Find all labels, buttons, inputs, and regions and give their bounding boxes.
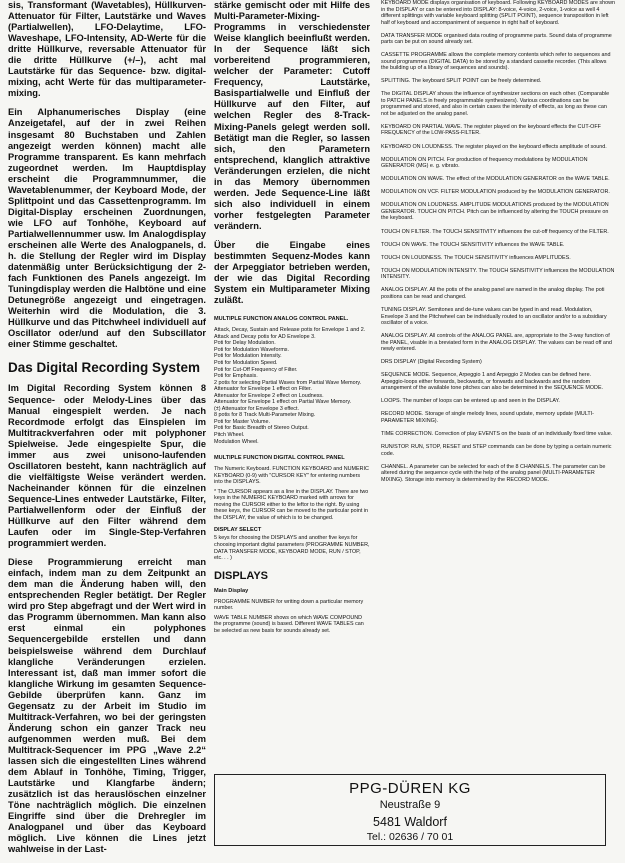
- list-item: Poti for Emphasis.: [214, 373, 258, 380]
- displays-heading: DISPLAYS: [214, 569, 269, 582]
- address-box: [214, 774, 606, 846]
- company-name: PPG-DÜREN KG: [349, 780, 471, 797]
- right-paragraph: LOOPS. The number of loops can be entered up and seen in the DISPLAY.: [381, 398, 560, 405]
- display-select-heading: DISPLAY SELECT: [214, 527, 262, 534]
- right-paragraph: RECORD MODE. Storage of single melody lines, sound update, memory update (MULTI-PARAMETER MIXING).: [381, 411, 594, 424]
- list-item: Attenuator for Envelope 1 effect on Partial Wave Memory.: [214, 399, 352, 406]
- right-paragraph: TUNING DISPLAY. Semitones and de-tune values can be typed in and read. Modulation, Envelope 3 and the Pitchwheel can be individually routed to an oscillator and/or to a subsidiary oscillator of a voice.: [381, 307, 607, 326]
- right-paragraph: MODULATION ON LOUDNESS. AMPLITUDE MODULATIONS produced by the MODULATION GENERATOR. TOUCH ON PITCH. Pitch can be influenced by altering the TOUCH pressure on the keyboard.: [381, 202, 609, 222]
- right-paragraph: KEYBOARD MODE displays organisation of keyboard. Following KEYBOARD MODES are shown in the DISPLAY or can be entered into DISPLAY: 8-voice, 4-voice, 2-voice, 1-voice as well 4 different splittings with variable keyboard splitting (SPLIT POINT), sequence transposition in left half of keyboard and accompaniment of sequence in right half of keyboard.: [381, 0, 615, 26]
- main-display-text-1: PROGRAMME NUMBER for writing down a particular memory number.: [214, 598, 364, 612]
- list-item: (±) Attenuator for Envelope 3 effect.: [214, 405, 299, 412]
- right-paragraph: ANALOG DISPLAY. All controls of the ANALOG PANEL are, appropriate to the 3-way function of the PANEL, visable in a breviated form in the ANALOG DISPLAY. The values can be read off and newly entered.: [381, 333, 612, 353]
- right-paragraph: ANALOG DISPLAY. All the potis of the analog panel are named in the analog display. The poti positions can be read and changed.: [381, 287, 605, 300]
- list-item: Poti for Master Volume.: [214, 418, 271, 425]
- phone-number: Tel.: 02636 / 70 01: [366, 831, 454, 843]
- right-paragraph: The DIGITAL DISPLAY shows the influence of synthesizer sections on each other. (Comparable to PATCH PANELS in freely programmable synthesizers). Various coordinations can be programmed and stored, and also in certain cases the intensity of effects, as long as these can not be adjusted on the analog panel.: [381, 91, 610, 117]
- right-paragraph: TOUCH ON FILTER. The TOUCH SENSITIVITY influences the cut-off frequency of the FILTER.: [381, 228, 609, 235]
- street-address: Neustraße 9: [379, 799, 441, 811]
- list-item: 8 potis for 8 Track Multi-Parameter Mixing.: [214, 412, 316, 419]
- display-paragraph: Ein Alphanumerisches Display (eine Anzeigetafel, auf der in zwei Reihen insgesamt 80 Buchstaben und Zahlen angezeigt werden können) macht alle Programme transparent. Es kann mehrfach zugeordnet werden. Im Hauptdisplay erscheint die Programmnummer, die Wavetablenummer, der Keyboard Mode, der Splittpoint und das Cassettenprogramm. Im Digital-Display erscheinen Zuordnungen, wie LFO auf Tonhöhe, Keyboard auf Partialwellennummer usw. Im Analogdisplay erscheinen alle Werte des Analogpanels, d. h. die Stellung der Regler wird im Display datenmäßig unter Berücksichtigung der 2-fach Funktionen des Panels angezeigt. Im Tuningdisplay werden die Halbtöne und eine Detunegröße angezeigt und eingetragen. Weiterhin wird die Modulation, die 3. Hüllkurve und das Pitchwheel individuell auf Oscillator oder/und auf den Subscillator einer Stimme geschaltet.: [8, 107, 206, 350]
- display-select-text: 5 keys for choosing the DISPLAYS and another five keys for choosing important digital parameters (PROGRAMME NUMBER, DATA TRANSFER MODE, KEYBOARD MODE, RUN / STOP, etc. . . ): [214, 535, 370, 562]
- analog-panel-heading: MULTIPLE FUNCTION ANALOG CONTROL PANEL.: [214, 316, 349, 323]
- list-item: Modulation Wheel.: [214, 438, 259, 445]
- analog-panel-list: [214, 327, 370, 445]
- right-paragraph: SPLITTING. The keyboard SPLIT POINT can be freely determined.: [381, 78, 542, 85]
- list-item: Poti for Modulation Intensity.: [214, 353, 282, 360]
- main-display-text-2: WAVE TABLE NUMBER shows on which WAVE COMPOUND the programme (sound) is based. Different WAVE TABLES can be selected as new basis for sounds already set.: [214, 614, 364, 634]
- digital-panel-text-1: The Numeric Keyboard. FUNCTION KEYBOARD and NUMERIC KEYBOARD (0-9) with "CURSOR KEY" for entering numbers into the DISPLAYS.: [214, 466, 369, 486]
- section-heading-drs: Das Digital Recording System: [8, 360, 201, 376]
- main-display-heading: Main Display: [214, 587, 249, 594]
- column-middle: [214, 0, 370, 637]
- digital-panel-heading: MULTIPLE FUNCTION DIGITAL CONTROL PANEL: [214, 455, 345, 462]
- list-item: Poti for Basic Breadth of Stereo Output.: [214, 425, 309, 432]
- right-paragraph: RUN/STOP. RUN, STOP, RESET and STEP commands can be done by typing a certain numeric code.: [381, 444, 612, 457]
- intro-paragraph: sis, Transformant (Wavetables), Hüllkurven-Attenuator für Filter, Lautstärke und Waves (Partialwellen), LFO-Delaytime, LFO-Waveshape, LFO-Intensity, AD-Werte für die dritte Hüllkurve, reversable Attenuator für die dritte Hüllkurve (+/–), acht mal Lautstärke für das Sequence- bzw. digital-mixing, acht Werte für das multiparameter-mixing.: [8, 0, 206, 99]
- right-paragraph: MODULATION ON PITCH. For production of frequency modulations by MODULATION GENERATOR (MG) e. g. vibrato.: [381, 156, 588, 170]
- right-paragraph: TOUCH ON LOUDNESS. The TOUCH SENSITIVITY influences AMPLITUDES.: [381, 254, 571, 261]
- right-paragraph: TIME CORRECTION. Correction of play EVENTS on the basis of an individually fixed time value.: [381, 431, 613, 438]
- right-paragraph: MODULATION ON VCF. FILTER MODULATION produced by the MODULATION GENERATOR.: [381, 189, 610, 196]
- city: 5481 Waldorf: [373, 815, 447, 829]
- list-item: Attack, Decay, Sustain and Release potis for Envelope 1 and 2.: [214, 327, 366, 334]
- right-paragraph: TOUCH ON MODULATION INTENSITY. The TOUCH SENSITIVITY influences the MODULATION INTENSITY.: [381, 267, 615, 281]
- list-item: Attenuator for Envelope 2 effect on Loudness.: [214, 392, 324, 399]
- right-paragraph: DRS DISPLAY (Digital Recording System): [381, 359, 482, 366]
- arpeggiator-paragraph: Über die Eingabe eines bestimmten Sequenz-Modes kann der Arpeggiator betrieben werden, der wie das Digital Recording System ein Multiparameter Mixing zuläßt.: [214, 239, 370, 306]
- right-paragraph: KEYBOARD ON PARTIAL WAVE. The register played on the keyboard effects the CUT-OFF FREQUENCY of the LOW-PASS-FILTER.: [381, 123, 601, 137]
- list-item: Poti for Delay Modulation.: [214, 340, 276, 347]
- mixing-paragraph: stärke gemischt oder mit Hilfe des Multi-Parameter-Mixing-Programms in verschiedenster Weise klanglich beeinflußt werden. In der Sequence läßt sich vorbereitend programmieren, welcher der Parameter: Cutoff Frequency, Lautstärke, Basispartialwelle und Einfluß der Hüllkurve auf den Filter, auf welchen Regler des 8-Track-Mixing-Panels gelegt werden soll. Betätigt man die Regler, so lassen sich, den Parametern entsprechend, klanglich attraktive Veränderungen erzielen, die nicht in das Memory übernommen werden. Jede Sequence-Line läßt sich also individuell in einem vorher festgelegten Parameter verändern.: [214, 0, 370, 231]
- list-item: 2 potis for selecting Partial Waves from Partial Wave Memory.: [214, 379, 362, 386]
- list-item: Pitch Wheel.: [214, 432, 245, 439]
- drs-paragraph-2: Diese Programmierung erreicht man einfach, indem man zu dem Zeitpunkt an dem man die Änderung haben will, den entsprechenden Regler betätigt. Der Regler wird pro Step abgefragt und der Wert wird in das Programm übernommen. Man kann also erst einmal ein polyphones Sequencergebilde erstellen und dann beispielsweise während dem Durchlauf klangliche Veränderungen erzielen. Interessant ist, daß man immer sofort die klangliche Wirkung im gesamten Sequence-Gebilde überprüfen kann. Ganz im Gegensatz zu der Arbeit im Studio im Multitrack-Verfahren, wo bei der geringsten Änderung schon ein ganzer Track neu aufgenommen werden muß. Bei dem Multitrack-Sequencer im PPG „Wave 2.2“ lassen sich die eingestellten Lines während dem Ablauf in Tonhöhe, Timing, Trigger, Lautstärke und Klangfarbe ändern; zusätzlich ist das herauslöschen einzelner Töne nachträglich möglich. Die einzelnen Eingriffe sind über die Drehregler im Analogpanel und über das Keyboard möglich. Live können die Lines jetzt wahlweise in der Last-: [8, 557, 206, 855]
- column-right: [381, 0, 615, 490]
- right-paragraph: SEQUENCE MODE. Sequence, Arpeggio 1 and Arpeggio 2 Modes can be defined here. Arpeggio-loops either forwards, beckwards, or forwards and backwards and the random arrangement of the available tone pitches can also be determined in the SEQUENCE MODE.: [381, 372, 604, 392]
- right-paragraph: MODULATION ON WAVE. The effect of the MODULATION GENERATOR on the WAVE TABLE.: [381, 176, 610, 183]
- right-paragraph: KEYBOARD ON LOUDNESS. The register played on the keyboard effects amplitude of sound.: [381, 143, 607, 150]
- right-paragraph: DATA TRANSFER MODE organised data routing of programme parts. Sound data of programme parts can be put on sound already set.: [381, 32, 612, 46]
- list-item: Poti for Modulation Waveforms.: [214, 346, 289, 353]
- list-item: Poti for Cut-Off Frequency of Filter.: [214, 366, 298, 373]
- right-paragraph: CHANNEL. A parameter can be selected for each of the 8 CHANNELS. The parameter can be altered during the sequence cycle with the help of the analog panel (MULTI-PARAMETER MIXING). Storage into memory is determined by the RECORD MODE.: [381, 463, 606, 483]
- digital-panel-text-2: * The CURSOR appears as a line in the DISPLAY. There are two keys in the NUMERIC KEYBOARD marked with arrows for moving the CURSOR either to the leftor to the right. By using these keys, the CURSOR can be moved to the particular point in the DISPLAY, the value of which is to be changed.: [214, 488, 369, 521]
- list-item: Attack and Decay potis for AD Envelope 3.: [214, 333, 316, 340]
- right-paragraph: CASSETTE PROGRAMME allows the complete memory contents which refer to sequences and sound programmes (DIGITAL DATA) to be stored by a standard cassette recorder. (This allows the building up of a library of sequences and sounds).: [381, 52, 611, 72]
- column-left: [8, 0, 206, 863]
- right-paragraph: TOUCH ON WAVE. The TOUCH SENSITIVITY influences the WAVE TABLE.: [381, 241, 565, 248]
- list-item: Attenuator for Envelope 1 effect on Filter.: [214, 386, 312, 393]
- list-item: Poti for Modulation Speed.: [214, 360, 278, 366]
- drs-paragraph-1: Im Digital Recording System können 8 Sequence- oder Melody-Lines über das Manual eingespielt werden. Je nach Recordmode erfolgt das Einspielen im Multitrackverfahren oder mit polyphoner Spielweise. Jede eingespielte Spur, die immer aus zwei unisono-laufenden Oscillatoren besteht, kann nachträglich auf die vielfältigste Weise verändert werden. Nacheinander können für die einzelnen Sequence-Lines entweder Lautstärke, Filter, Partialwellenform oder der Einfluß der Hüllkurve auf den Filter während dem Laufen oder im Single-Step-Verfahren programmiert werden.: [8, 383, 206, 549]
